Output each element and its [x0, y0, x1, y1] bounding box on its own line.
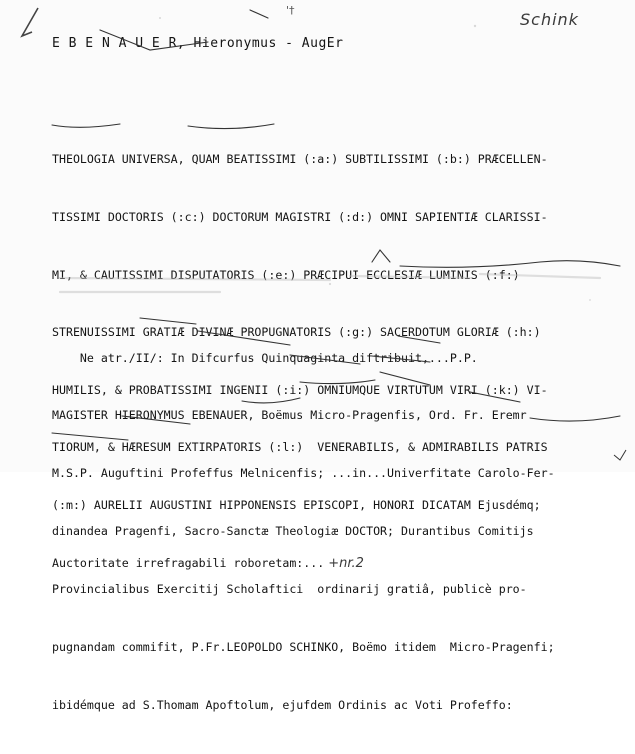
description-line-5: Provincialibus Exercitij Scholaftici ordinarij gratiâ, publicè pro- — [52, 582, 527, 597]
title-line-8-text: Auctoritate irrefragabili roboretam:... — [52, 555, 325, 570]
description-paragraph — [52, 310, 555, 754]
description-line-1: Ne atr./II/: In Difcurfus Quinquaginta diftribuit,...P.P. — [52, 350, 478, 365]
corner-check-mark — [614, 450, 626, 460]
scribble-top — [250, 10, 268, 18]
description-line-3: M.S.P. Auguftini Profeffus Melnicenfis; ...in...Univerfitate Carolo-Fer- — [52, 466, 555, 481]
description-line-2: MAGISTER HIERONYMUS EBENAUER, Boëmus Micro-Pragenfis, Ord. Fr. Eremr — [52, 408, 527, 423]
title-line-6: TIORUM, & HÆRESUM EXTIRPATORIS (:l:) VENERABILIS, & ADMIRABILIS PATRIS — [52, 440, 548, 455]
card-heading: E B E N A U E R, Hieronymus - AugEr — [52, 36, 344, 51]
description-line-6: pugnandam commifit, P.Fr.LEOPOLDO SCHINKO, Boëmo itidem Micro-Pragenfi; — [52, 640, 555, 655]
title-line-4: STRENUISSIMI GRATIÆ DIVINÆ PROPUGNATORIS (:g:) SACERDOTUM GLORIÆ (:h:) — [52, 325, 541, 340]
title-line-7: (:m:) AURELII AUGUSTINI HIPPONENSIS EPISCOPI, HONORI DICATAM Ejusdémq; — [52, 497, 541, 512]
title-line-2: TISSIMI DOCTORIS (:c:) DOCTORUM MAGISTRI (:d:) OMNI SAPIENTIÆ CLARISSI- — [52, 210, 548, 224]
top-center-mark: '† — [286, 4, 295, 17]
title-line-1: THEOLOGIA UNIVERSA, QUAM BEATISSIMI (:a:) SUBTILISSIMI (:b:) PRÆCELLEN- — [52, 152, 548, 167]
handwritten-name-schink: Schink — [520, 10, 579, 29]
description-line-7: ibidémque ad S.Thomam Apoftolum, ejufdem Ordinis ac Voti Profeffo: — [52, 697, 513, 712]
handwritten-insert: +nr.2 — [328, 555, 364, 571]
title-line-3: MI, & CAUTISSIMI DISPUTATORIS (:e:) PRÆCIPUI ECCLESIÆ LUMINIS (:f:) — [52, 267, 520, 282]
title-line-5: HUMILIS, & PROBATISSIMI INGENII (:i:) OMNIUMQUE VIRTUTUM VIRI (:k:) VI- — [52, 382, 548, 397]
corner-slash-mark — [18, 6, 40, 40]
description-line-4: dinandea Pragenfi, Sacro-Sanctæ Theologiæ DOCTOR; Durantibus Comitijs — [52, 524, 534, 539]
